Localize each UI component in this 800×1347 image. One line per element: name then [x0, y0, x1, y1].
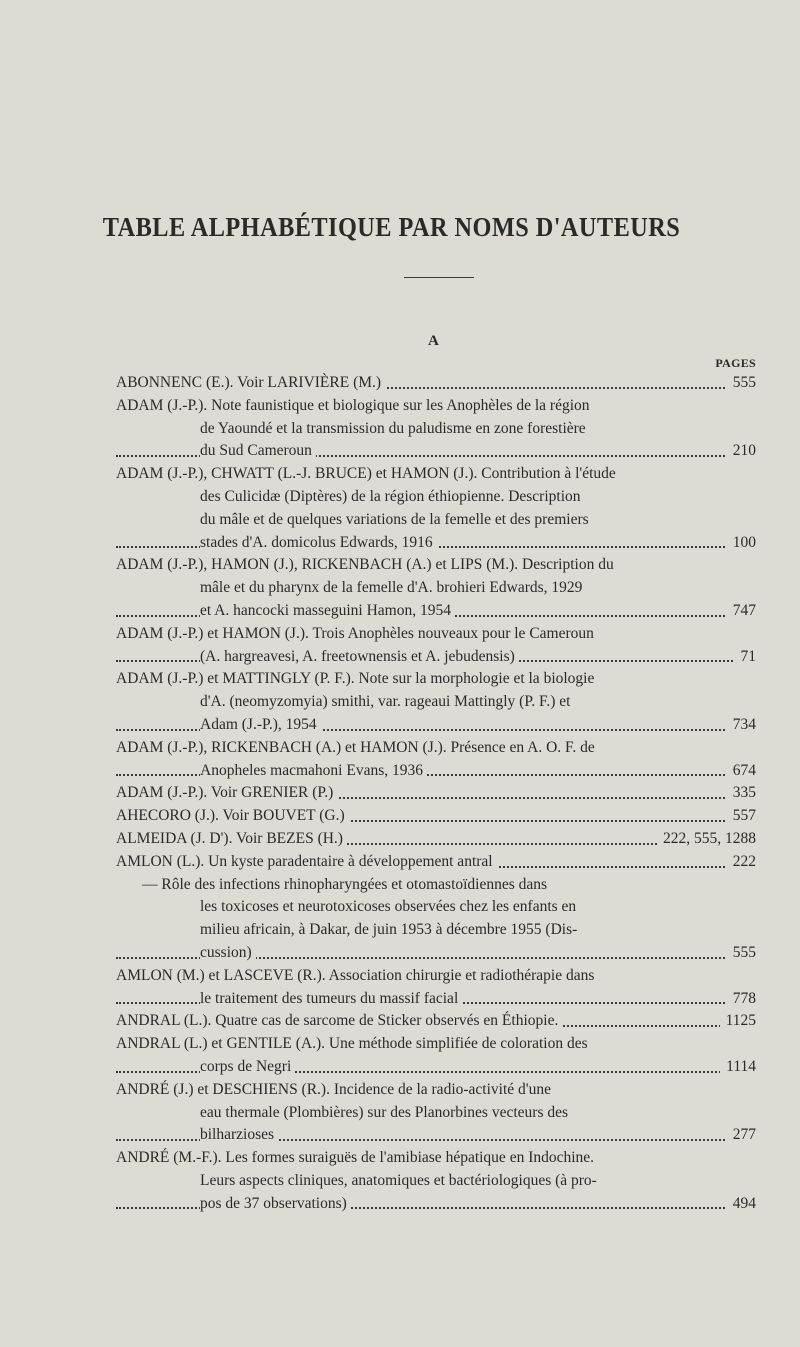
page-number: 734	[727, 714, 756, 737]
index-line-text: ANDRÉ (J.) et DESCHIENS (R.). Incidence de la radio-activité d'une	[116, 1081, 555, 1098]
index-line	[116, 668, 756, 691]
index-line	[116, 919, 756, 942]
index-line	[116, 1033, 756, 1056]
page-number: 222	[727, 851, 756, 874]
index-line-text: ABONNENC (E.). Voir LARIVIÈRE (M.)	[116, 374, 385, 391]
title-rule	[404, 277, 474, 278]
page-number: 71	[735, 646, 757, 669]
index-line-text: AMLON (M.) et LASCEVE (R.). Association chirurgie et radiothérapie dans	[116, 967, 598, 984]
index-line-text: stades d'A. domicolus Edwards, 1916	[200, 534, 437, 551]
index-line	[116, 532, 756, 555]
page-title: TABLE ALPHABÉTIQUE PAR NOMS D'AUTEURS	[102, 212, 681, 242]
index-line	[116, 395, 756, 418]
index-line	[116, 1056, 756, 1079]
index-line-text: ALMEIDA (J. D'). Voir BEZES (H.)	[116, 830, 347, 847]
page-number: 778	[727, 988, 756, 1011]
index-line	[116, 509, 756, 532]
page-number: 674	[727, 760, 756, 783]
index-line	[116, 874, 756, 897]
index-line	[116, 1193, 756, 1216]
index-line	[116, 851, 756, 874]
index-line-text: ADAM (J.-P.), HAMON (J.), RICKENBACH (A.) et LIPS (M.). Description du	[116, 556, 618, 573]
index-line-text: d'A. (neomyzomyia) smithi, var. rageaui Mattingly (P. F.) et	[200, 693, 574, 710]
index-line-text: ADAM (J.-P.). Voir GRENIER (P.)	[116, 784, 337, 801]
index-line-text: ADAM (J.-P.), CHWATT (L.-J. BRUCE) et HAMON (J.). Contribution à l'étude	[116, 465, 620, 482]
page-number: 747	[727, 600, 756, 623]
index-line	[116, 1010, 756, 1033]
index-line-text: les toxicoses et neurotoxicoses observées chez les enfants en	[200, 898, 580, 915]
page-number: 1114	[720, 1056, 756, 1079]
index-line	[116, 988, 756, 1011]
index-line-text: ANDRAL (L.). Quatre cas de sarcome de Sticker observés en Éthiopie.	[116, 1012, 562, 1029]
index-line	[116, 440, 756, 463]
page-number: 555	[727, 372, 756, 395]
page-number: 555	[727, 942, 756, 965]
index-line	[116, 1102, 756, 1125]
index-line	[116, 942, 756, 965]
index-line-text: ADAM (J.-P.) et HAMON (J.). Trois Anophèles nouveaux pour le Cameroun	[116, 625, 598, 642]
index-line-text: et A. hancocki masseguini Hamon, 1954	[200, 602, 455, 619]
index-line-text: corps de Negri	[200, 1058, 295, 1075]
index-line-text: du Sud Cameroun	[200, 442, 316, 459]
page-number: 210	[727, 440, 756, 463]
index-line	[116, 737, 756, 760]
index-line-text: le traitement des tumeurs du massif facial	[200, 990, 462, 1007]
index-line	[116, 896, 756, 919]
index-line	[116, 646, 756, 669]
index-line	[116, 760, 756, 783]
index-line-text: ADAM (J.-P.). Note faunistique et biologique sur les Anophèles de la région	[116, 397, 594, 414]
index-line-text: ANDRÉ (M.-F.). Les formes suraiguës de l'amibiase hépatique en Indochine.	[116, 1149, 598, 1166]
index-line	[116, 1124, 756, 1147]
index-line-text: AMLON (L.). Un kyste paradentaire à développement antral	[116, 853, 497, 870]
index-line-text: milieu africain, à Dakar, de juin 1953 à décembre 1955 (Dis-	[200, 921, 581, 938]
index-line-text: bilharzioses	[200, 1126, 278, 1143]
page-number: 335	[727, 782, 756, 805]
index-line-text: cussion)	[200, 944, 256, 961]
index-line-text: Adam (J.-P.), 1954	[200, 716, 321, 733]
index-line	[116, 1170, 756, 1193]
index-line	[116, 782, 756, 805]
page-number: 277	[727, 1124, 756, 1147]
index-line-text: de Yaoundé et la transmission du paludisme en zone forestière	[200, 420, 590, 437]
index-line	[116, 623, 756, 646]
index-line	[116, 372, 756, 395]
page-number: 557	[727, 805, 756, 828]
pages-column-header: PAGES	[715, 356, 756, 370]
index-line-text: (A. hargreavesi, A. freetownensis et A. jebudensis)	[200, 648, 519, 665]
index-line	[116, 691, 756, 714]
index-line-text: ADAM (J.-P.) et MATTINGLY (P. F.). Note sur la morphologie et la biologie	[116, 670, 598, 687]
index-line	[116, 714, 756, 737]
index-line	[116, 1147, 756, 1170]
index-line	[116, 600, 756, 623]
index-line	[116, 828, 756, 851]
page-number: 100	[727, 532, 756, 555]
index-line	[116, 1079, 756, 1102]
index-line-text: mâle et du pharynx de la femelle d'A. brohieri Edwards, 1929	[200, 579, 586, 596]
index-line-text: ADAM (J.-P.), RICKENBACH (A.) et HAMON (J.). Présence en A. O. F. de	[116, 739, 599, 756]
index-line-text: du mâle et de quelques variations de la femelle et des premiers	[200, 511, 593, 528]
index-line-text: Anopheles macmahoni Evans, 1936	[200, 762, 427, 779]
index-line	[116, 418, 756, 441]
index-line	[116, 577, 756, 600]
index-line	[116, 486, 756, 509]
index-line-text: des Culicidæ (Diptères) de la région éthiopienne. Description	[200, 488, 585, 505]
author-index-entries	[116, 372, 756, 1215]
index-line-text: Leurs aspects cliniques, anatomiques et bactériologiques (à pro-	[200, 1172, 601, 1189]
index-line-text: eau thermale (Plombières) sur des Planorbines vecteurs des	[200, 1104, 572, 1121]
index-line	[116, 805, 756, 828]
index-line-text: AHECORO (J.). Voir BOUVET (G.)	[116, 807, 349, 824]
index-line-text: — Rôle des infections rhinopharyngées et otomastoïdiennes dans	[142, 876, 551, 893]
page-number: 1125	[720, 1010, 756, 1033]
section-letter: A	[428, 333, 439, 349]
index-line-text: ANDRAL (L.) et GENTILE (A.). Une méthode simplifiée de coloration des	[116, 1035, 592, 1052]
index-line	[116, 554, 756, 577]
index-line-text: pos de 37 observations)	[200, 1195, 351, 1212]
index-line	[116, 965, 756, 988]
index-line	[116, 463, 756, 486]
page-number: 494	[727, 1193, 756, 1216]
page-number: 222, 555, 1288	[657, 828, 756, 851]
